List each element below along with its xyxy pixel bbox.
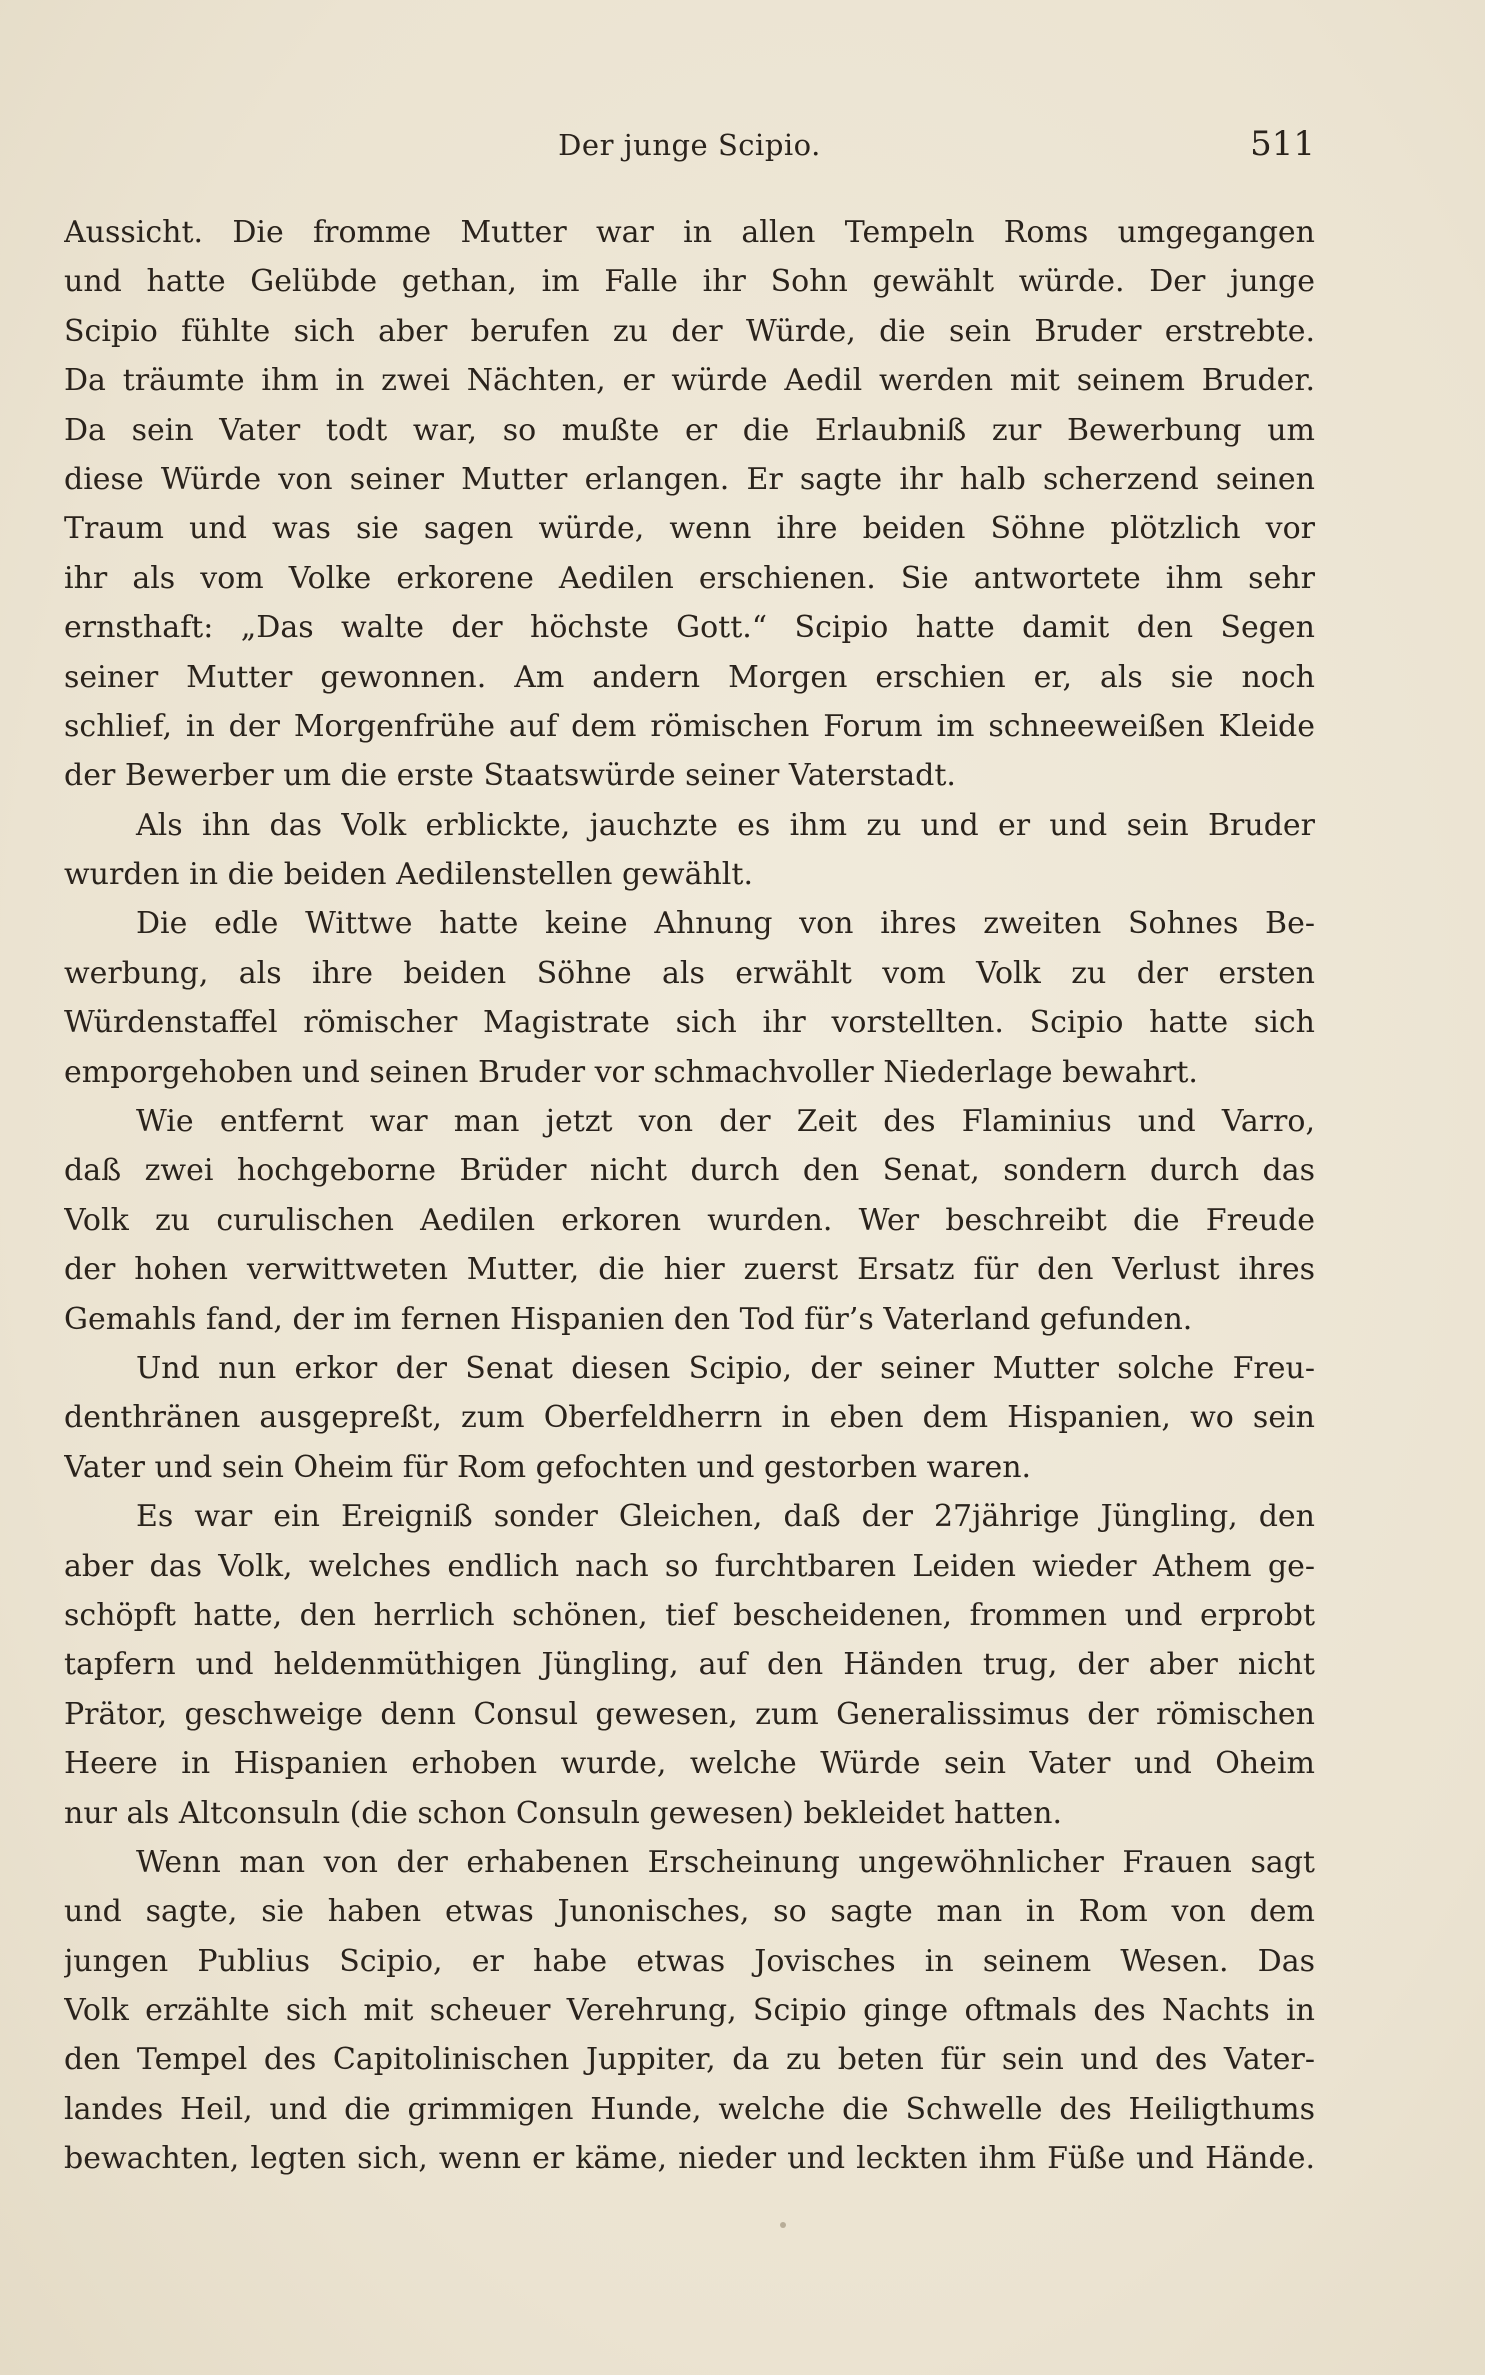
text-line: der hohen verwittweten Mutter, die hier zuerst Ersatz für den Verlust ihres: [64, 1252, 1315, 1288]
text-line: Da träumte ihm in zwei Nächten, er würde Aedil werden mit seinem Bruder.: [64, 363, 1315, 399]
running-head: [64, 124, 1315, 168]
running-title: Der junge Scipio.: [558, 128, 821, 162]
text-line: diese Würde von seiner Mutter erlangen. Er sagte ihr halb scherzend seinen: [64, 461, 1315, 497]
text-line: Würdenstaffel römischer Magistrate sich ihr vorstellten. Scipio hatte sich: [64, 1005, 1315, 1041]
text-line: ihr als vom Volke erkorene Aedilen erschienen. Sie antwortete ihm sehr: [64, 560, 1315, 596]
text-line: Prätor, geschweige denn Consul gewesen, zum Generalissimus der römischen: [64, 1696, 1315, 1732]
text-line: und sagte, sie haben etwas Junonisches, so sagte man in Rom von dem: [64, 1894, 1315, 1930]
text-line: Vater und sein Oheim für Rom gefochten und gestorben waren.: [64, 1449, 1032, 1485]
text-line: Gemahls fand, der im fernen Hispanien den Tod für’s Vaterland gefunden.: [64, 1301, 1193, 1337]
text-line: denthränen ausgepreßt, zum Oberfeldherrn in eben dem Hispanien, wo sein: [64, 1400, 1315, 1436]
text-line: Scipio fühlte sich aber berufen zu der Würde, die sein Bruder erstrebte.: [64, 313, 1315, 349]
text-line: wurden in die beiden Aedilenstellen gewählt.: [64, 857, 753, 893]
print-speck: [780, 2222, 786, 2228]
text-line: Volk erzählte sich mit scheuer Verehrung, Scipio ginge oftmals des Nachts in: [64, 1993, 1315, 2029]
text-line: tapfern und heldenmüthigen Jüngling, auf den Händen trug, der aber nicht: [64, 1647, 1315, 1683]
text-line: landes Heil, und die grimmigen Hunde, welche die Schwelle des Heiligthums: [64, 2091, 1315, 2127]
text-line: jungen Publius Scipio, er habe etwas Jovisches in seinem Wesen. Das: [64, 1943, 1315, 1979]
text-line: daß zwei hochgeborne Brüder nicht durch den Senat, sondern durch das: [64, 1153, 1315, 1189]
text-line: bewachten, legten sich, wenn er käme, nieder und leckten ihm Füße und Hände.: [64, 2141, 1315, 2177]
text-line: und hatte Gelübde gethan, im Falle ihr Sohn gewählt würde. Der junge: [64, 264, 1315, 300]
text-line: Wenn man von der erhabenen Erscheinung ungewöhnlicher Frauen sagt: [136, 1844, 1315, 1880]
text-line: nur als Altconsuln (die schon Consuln gewesen) bekleidet hatten.: [64, 1795, 1062, 1831]
text-line: Es war ein Ereigniß sonder Gleichen, daß der 27jährige Jüngling, den: [136, 1499, 1315, 1535]
text-line: Als ihn das Volk erblickte, jauchzte es ihm zu und er und sein Bruder: [136, 807, 1315, 843]
text-line: ernsthaft: „Das walte der höchste Gott.“ Scipio hatte damit den Segen: [64, 610, 1315, 646]
text-line: Wie entfernt war man jetzt von der Zeit des Flaminius und Varro,: [136, 1104, 1315, 1140]
text-line: Und nun erkor der Senat diesen Scipio, der seiner Mutter solche Freu-: [136, 1350, 1315, 1386]
text-line: seiner Mutter gewonnen. Am andern Morgen erschien er, als sie noch: [64, 659, 1315, 695]
text-line: emporgehoben und seinen Bruder vor schmachvoller Niederlage bewahrt.: [64, 1054, 1198, 1090]
text-line: Die edle Wittwe hatte keine Ahnung von ihres zweiten Sohnes Be-: [136, 906, 1315, 942]
body-text: [64, 208, 1315, 2184]
text-line: Traum und was sie sagen würde, wenn ihre beiden Söhne plötzlich vor: [64, 511, 1315, 547]
text-line: schöpft hatte, den herrlich schönen, tief bescheidenen, frommen und erprobt: [64, 1597, 1315, 1633]
text-line: den Tempel des Capitolinischen Juppiter, da zu beten für sein und des Vater-: [64, 2042, 1315, 2078]
text-line: Aussicht. Die fromme Mutter war in allen Tempeln Roms umgegangen: [64, 215, 1315, 250]
text-line: der Bewerber um die erste Staatswürde seiner Vaterstadt.: [64, 758, 956, 794]
text-line: Volk zu curulischen Aedilen erkoren wurden. Wer beschreibt die Freude: [64, 1202, 1315, 1238]
page-number: 511: [1250, 124, 1315, 164]
text-line: werbung, als ihre beiden Söhne als erwählt vom Volk zu der ersten: [64, 955, 1315, 991]
text-line: schlief, in der Morgenfrühe auf dem römischen Forum im schneeweißen Kleide: [64, 708, 1315, 744]
text-line: Da sein Vater todt war, so mußte er die Erlaubniß zur Bewerbung um: [64, 412, 1315, 448]
text-line: Heere in Hispanien erhoben wurde, welche Würde sein Vater und Oheim: [64, 1746, 1315, 1782]
text-line: aber das Volk, welches endlich nach so furchtbaren Leiden wieder Athem ge-: [64, 1548, 1315, 1584]
